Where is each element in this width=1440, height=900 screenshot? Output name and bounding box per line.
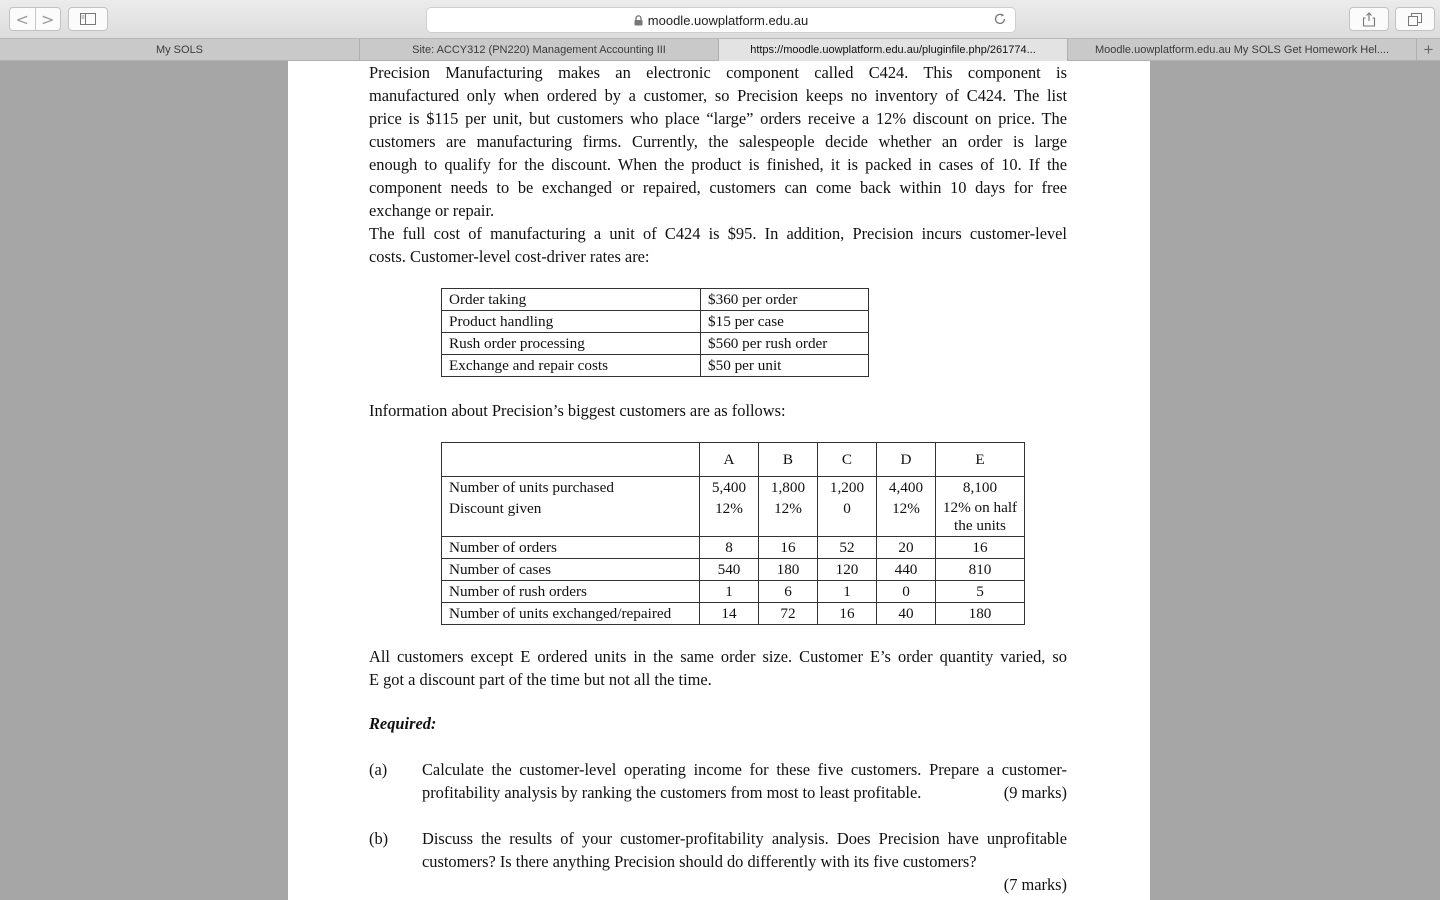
table-cell: 0 bbox=[877, 581, 936, 603]
column-header: A bbox=[700, 443, 759, 477]
new-tab-button[interactable] bbox=[1417, 39, 1440, 61]
chevron-right-icon: > bbox=[41, 9, 55, 29]
sidebar-toggle-button[interactable] bbox=[68, 7, 108, 31]
question-b-marks: (7 marks) bbox=[1003, 875, 1067, 894]
row-label: Discount given bbox=[442, 498, 700, 537]
row-label: Number of units exchanged/repaired bbox=[442, 603, 700, 625]
table-cell: 5 bbox=[936, 581, 1025, 603]
pdf-page bbox=[288, 61, 1150, 900]
row-label: Number of units purchased bbox=[442, 477, 700, 499]
question-a-marks: (9 marks) bbox=[1003, 783, 1067, 802]
intro-line: Precision Manufacturing makes an electronic component called C424. This component is bbox=[369, 63, 1067, 82]
table-cell: 40 bbox=[877, 603, 936, 625]
table-header-row bbox=[442, 443, 1025, 477]
url-text: moodle.uowplatform.edu.au bbox=[647, 12, 809, 28]
required-heading: Required: bbox=[369, 714, 437, 733]
rate-cell: $15 per case bbox=[701, 311, 869, 333]
tab-my-sols[interactable] bbox=[0, 39, 360, 61]
tab-label: My SOLS bbox=[155, 44, 204, 56]
question-a-text bbox=[422, 758, 1067, 804]
empty-header-cell bbox=[442, 443, 700, 477]
table-row bbox=[442, 355, 869, 377]
tab-accy312-site[interactable] bbox=[360, 39, 719, 61]
cost-line: costs. Customer-level cost-driver rates are: bbox=[369, 247, 650, 266]
table-row bbox=[442, 603, 1025, 625]
rate-cell: $360 per order bbox=[701, 289, 869, 311]
tab-bar bbox=[0, 38, 1440, 61]
question-a-label: (a) bbox=[369, 760, 388, 779]
table-cell: 1 bbox=[818, 581, 877, 603]
table-cell: 12% on half the units bbox=[936, 498, 1025, 537]
table-cell: 120 bbox=[818, 559, 877, 581]
table-cell: 1,200 bbox=[818, 477, 877, 499]
customers-intro: Information about Precision’s biggest customers are as follows: bbox=[369, 401, 786, 420]
plus-icon: + bbox=[1423, 40, 1434, 59]
table-cell: 72 bbox=[759, 603, 818, 625]
table-row bbox=[442, 559, 1025, 581]
browser-toolbar bbox=[0, 0, 1440, 38]
question-line-with-marks bbox=[422, 781, 1067, 804]
tab-label: https://moodle.uowplatform.edu.au/pluginfile.php/261774... bbox=[750, 44, 1036, 56]
table-cell: 440 bbox=[877, 559, 936, 581]
question-b-label: (b) bbox=[369, 829, 389, 848]
table-cell: 8,100 bbox=[936, 477, 1025, 499]
note-line: All customers except E ordered units in the same order size. Customer E’s order quantity varied, so bbox=[369, 647, 1067, 666]
table-cell: 12% bbox=[759, 498, 818, 537]
table-cell: 0 bbox=[818, 498, 877, 537]
table-row bbox=[442, 311, 869, 333]
table-cell: 12% bbox=[700, 498, 759, 537]
tab-pluginfile-active[interactable] bbox=[719, 39, 1068, 61]
activity-cell: Product handling bbox=[442, 311, 701, 333]
intro-line: component needs to be exchanged or repaired, customers can come back within 10 days for free bbox=[369, 178, 1067, 197]
customer-info-table bbox=[441, 442, 1025, 625]
table-cell: 16 bbox=[936, 537, 1025, 559]
cost-paragraph bbox=[369, 222, 1067, 268]
table-cell: 180 bbox=[936, 603, 1025, 625]
intro-line: price is $115 per unit, but customers who place “large” orders receive a 12% discount on price. The bbox=[369, 109, 1067, 128]
table-row bbox=[442, 477, 1025, 499]
tab-moodle-homework[interactable] bbox=[1068, 39, 1417, 61]
table-row bbox=[442, 289, 869, 311]
activity-cell: Exchange and repair costs bbox=[442, 355, 701, 377]
intro-line: enough to qualify for the discount. When the product is finished, it is packed in cases of 10. If the bbox=[369, 155, 1067, 174]
table-cell: 16 bbox=[759, 537, 818, 559]
question-line: profitability analysis by ranking the customers from most to least profitable. bbox=[422, 783, 922, 802]
share-icon bbox=[1362, 12, 1376, 27]
table-cell: 4,400 bbox=[877, 477, 936, 499]
column-header: C bbox=[818, 443, 877, 477]
table-row bbox=[442, 537, 1025, 559]
table-cell: 6 bbox=[759, 581, 818, 603]
intro-line: exchange or repair. bbox=[369, 201, 495, 220]
tab-label: Site: ACCY312 (PN220) Management Accounting III bbox=[412, 44, 666, 56]
chevron-left-icon: < bbox=[15, 9, 29, 29]
column-header: D bbox=[877, 443, 936, 477]
rate-cell: $50 per unit bbox=[701, 355, 869, 377]
navigation-buttons bbox=[9, 7, 61, 31]
tabs-overview-icon bbox=[1408, 13, 1422, 26]
cost-line: The full cost of manufacturing a unit of C424 is $95. In addition, Precision incurs customer-level bbox=[369, 224, 1067, 243]
sidebar-icon bbox=[80, 13, 96, 25]
table-cell: 14 bbox=[700, 603, 759, 625]
table-cell: 810 bbox=[936, 559, 1025, 581]
activity-cell: Rush order processing bbox=[442, 333, 701, 355]
table-cell: 1,800 bbox=[759, 477, 818, 499]
row-label: Number of cases bbox=[442, 559, 700, 581]
order-size-note bbox=[369, 645, 1067, 691]
table-cell: 20 bbox=[877, 537, 936, 559]
question-line: customers? Is there anything Precision should do differently with its five customers? bbox=[422, 852, 977, 871]
question-line: Calculate the customer-level operating income for these five customers. Prepare a customer- bbox=[422, 760, 1067, 779]
table-cell: 8 bbox=[700, 537, 759, 559]
column-header: B bbox=[759, 443, 818, 477]
question-line: Discuss the results of your customer-profitability analysis. Does Precision have unprofitable bbox=[422, 829, 1067, 848]
column-header: E bbox=[936, 443, 1025, 477]
rate-cell: $560 per rush order bbox=[701, 333, 869, 355]
activity-cell: Order taking bbox=[442, 289, 701, 311]
table-cell: 16 bbox=[818, 603, 877, 625]
table-cell: 540 bbox=[700, 559, 759, 581]
table-cell: 52 bbox=[818, 537, 877, 559]
tab-label: Moodle.uowplatform.edu.au My SOLS Get Homework Hel.... bbox=[1094, 44, 1390, 56]
cost-driver-rates-table bbox=[441, 288, 869, 377]
back-button[interactable] bbox=[10, 8, 35, 30]
reload-icon[interactable] bbox=[993, 12, 1007, 26]
address-bar[interactable] bbox=[426, 7, 1016, 33]
table-row bbox=[442, 333, 869, 355]
show-tabs-button[interactable] bbox=[1395, 7, 1435, 31]
table-cell: 12% bbox=[877, 498, 936, 537]
note-line: E got a discount part of the time but not all the time. bbox=[369, 670, 712, 689]
table-row bbox=[442, 581, 1025, 603]
forward-button[interactable] bbox=[35, 8, 61, 30]
table-cell: 1 bbox=[700, 581, 759, 603]
table-cell: 5,400 bbox=[700, 477, 759, 499]
question-b-text bbox=[422, 827, 1067, 896]
share-button[interactable] bbox=[1349, 7, 1389, 31]
intro-paragraph bbox=[369, 61, 1067, 222]
table-cell: 180 bbox=[759, 559, 818, 581]
row-label: Number of rush orders bbox=[442, 581, 700, 603]
intro-line: customers are manufacturing firms. Currently, the salespeople decide whether an order is large bbox=[369, 132, 1067, 151]
intro-line: manufactured only when ordered by a customer, so Precision keeps no inventory of C424. The list bbox=[369, 86, 1067, 105]
row-label: Number of orders bbox=[442, 537, 700, 559]
table-row bbox=[442, 498, 1025, 537]
lock-icon bbox=[634, 15, 643, 26]
